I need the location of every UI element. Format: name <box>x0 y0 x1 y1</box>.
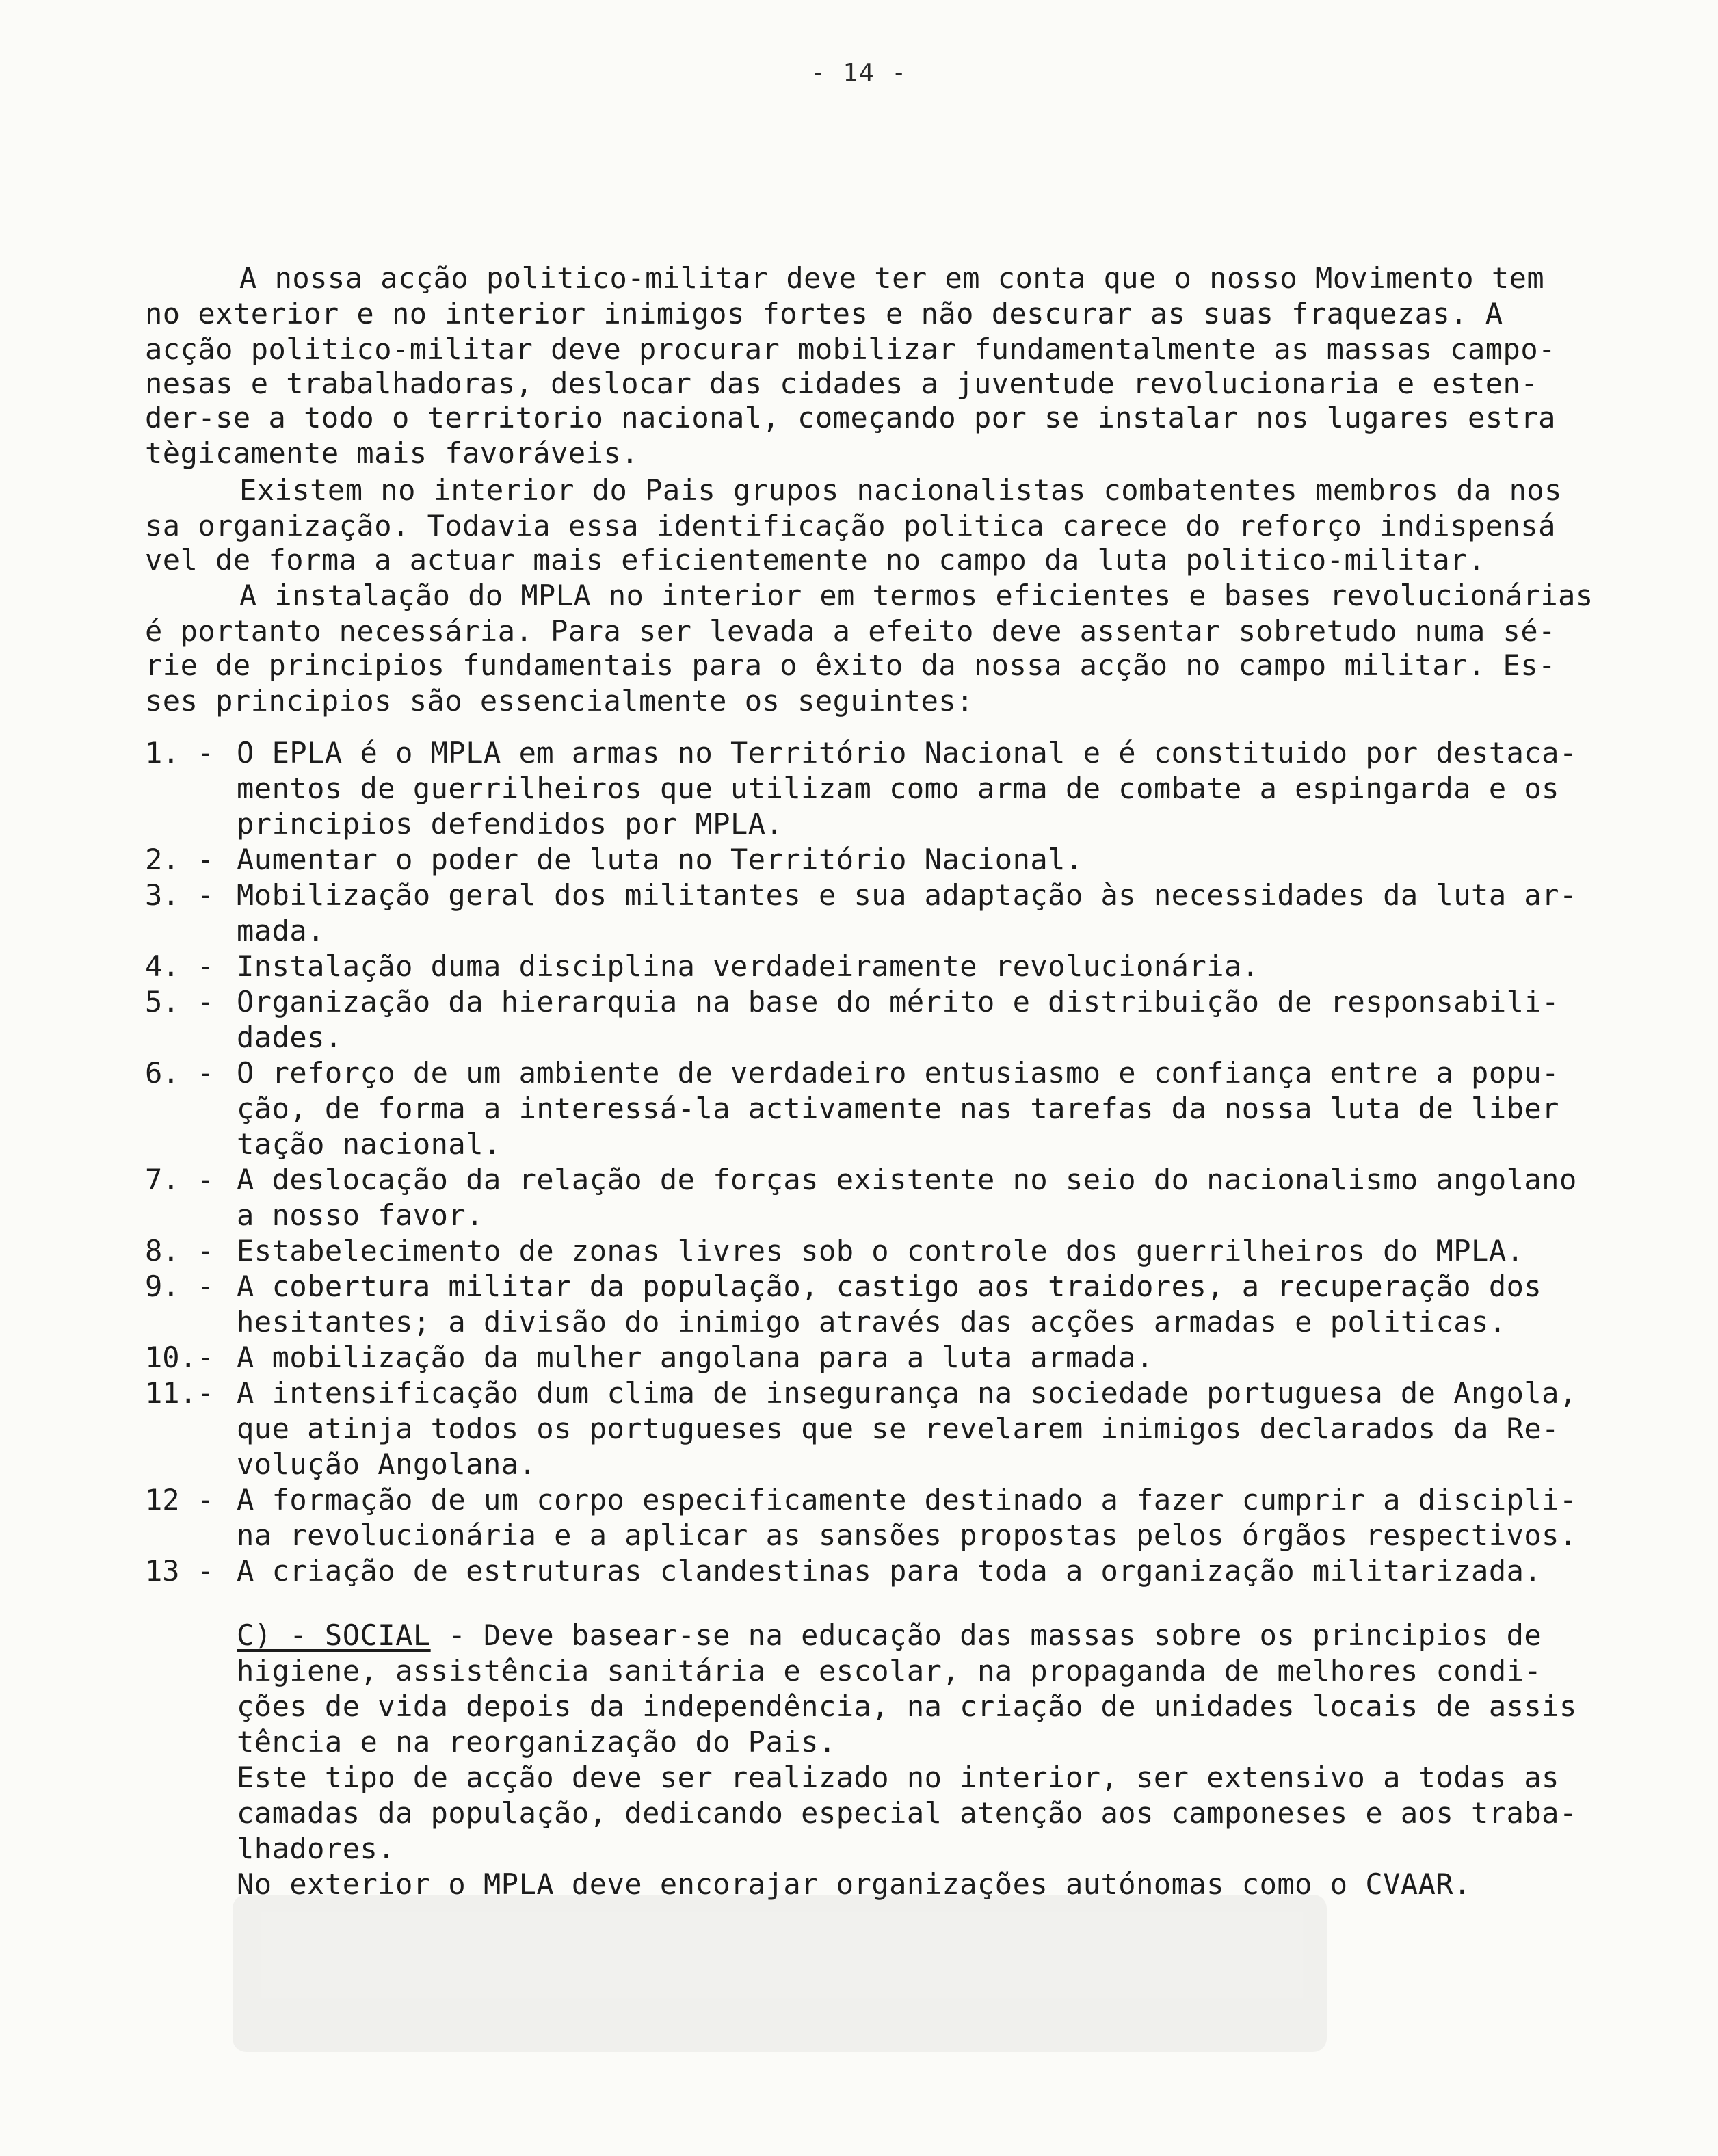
list-item-number: 1. - <box>145 736 215 770</box>
intro-line: tègicamente mais favoráveis. <box>145 436 639 470</box>
intro-line: A instalação do MPLA no interior em termos eficientes e bases revolucionárias <box>239 579 1594 612</box>
list-item-text: mentos de guerrilheiros que utilizam como arma de combate a espingarda e os <box>237 772 1559 805</box>
list-item-text: ção, de forma a interessá-la activamente nas tarefas da nossa luta de liber <box>237 1092 1559 1125</box>
list-item-text: Estabelecimento de zonas livres sob o controle dos guerrilheiros do MPLA. <box>237 1234 1524 1267</box>
list-item-text: principios defendidos por MPLA. <box>237 807 784 841</box>
intro-line: A nossa acção politico-militar deve ter em conta que o nosso Movimento tem <box>239 261 1545 295</box>
list-item-text: O EPLA é o MPLA em armas no Território Nacional e é constituido por destaca- <box>237 736 1577 770</box>
list-item-number: 3. - <box>145 878 215 912</box>
list-item-text: A mobilização da mulher angolana para a luta armada. <box>237 1341 1154 1374</box>
section-heading: C) - SOCIAL <box>237 1618 431 1652</box>
list-item-number: 11.- <box>145 1376 215 1410</box>
list-item-text: A formação de um corpo especificamente destinado a fazer cumprir a discipli- <box>237 1483 1577 1516</box>
list-item-number: 6. - <box>145 1056 215 1090</box>
list-item-text: dades. <box>237 1021 343 1054</box>
list-item-number: 13 - <box>145 1554 215 1588</box>
list-item-text: A intensificação dum clima de insegurança na sociedade portuguesa de Angola, <box>237 1376 1577 1410</box>
list-item-number: 7. - <box>145 1163 215 1196</box>
list-item-text: Instalação duma disciplina verdadeiramente revolucionária. <box>237 949 1260 983</box>
list-item-text: a nosso favor. <box>237 1198 484 1232</box>
intro-line: der-se a todo o territorio nacional, começando por se instalar nos lugares estra <box>145 401 1556 434</box>
list-item-number: 4. - <box>145 949 215 983</box>
social-line: Este tipo de acção deve ser realizado no interior, ser extensivo a todas as <box>237 1761 1559 1794</box>
section-heading-text: - Deve basear-se na educação das massas sobre os principios de <box>430 1618 1542 1652</box>
intro-line: no exterior e no interior inimigos fortes e não descurar as suas fraquezas. A <box>145 297 1503 330</box>
page-number: - 14 - <box>810 59 908 87</box>
intro-line: Existem no interior do Pais grupos nacionalistas combatentes membros da nos <box>239 473 1562 507</box>
list-item-text: na revolucionária e a aplicar as sansões propostas pelos órgãos respectivos. <box>237 1519 1577 1552</box>
list-item-text: mada. <box>237 914 325 947</box>
list-item-text: que atinja todos os portugueses que se revelarem inimigos declarados da Re- <box>237 1412 1559 1445</box>
list-item-number: 2. - <box>145 843 215 876</box>
list-item-number: 9. - <box>145 1270 215 1303</box>
intro-line: rie de principios fundamentais para o êxito da nossa acção no campo militar. Es- <box>145 648 1556 682</box>
list-item-text: Organização da hierarquia na base do mérito e distribuição de responsabili- <box>237 985 1559 1018</box>
list-item-text: O reforço de um ambiente de verdadeiro entusiasmo e confiança entre a popu- <box>237 1056 1559 1090</box>
social-line: ções de vida depois da independência, na criação de unidades locais de assis <box>237 1690 1577 1723</box>
social-line: No exterior o MPLA deve encorajar organizações autónomas como o CVAAR. <box>237 1867 1472 1901</box>
list-item-text: Aumentar o poder de luta no Território Nacional. <box>237 843 1083 876</box>
list-item-text: A criação de estruturas clandestinas para toda a organização militarizada. <box>237 1554 1542 1588</box>
list-item-number: 10.- <box>145 1341 215 1374</box>
social-line: camadas da população, dedicando especial atenção aos camponeses e aos traba- <box>237 1796 1577 1830</box>
intro-line: nesas e trabalhadoras, deslocar das cidades a juventude revolucionaria e esten- <box>145 367 1539 400</box>
list-item-number: 5. - <box>145 985 215 1018</box>
social-line: tência e na reorganização do Pais. <box>237 1725 836 1759</box>
list-item-number: 12 - <box>145 1483 215 1516</box>
intro-line: acção politico-militar deve procurar mobilizar fundamentalmente as massas campo- <box>145 332 1556 366</box>
list-item-number: 8. - <box>145 1234 215 1267</box>
list-item-text: Mobilização geral dos militantes e sua adaptação às necessidades da luta ar- <box>237 878 1577 912</box>
list-item-text: tação nacional. <box>237 1127 501 1161</box>
social-line: higiene, assistência sanitária e escolar, na propaganda de melhores condi- <box>237 1654 1542 1687</box>
scan-smudge <box>233 1895 1327 2052</box>
list-item-text: A deslocação da relação de forças existente no seio do nacionalismo angolano <box>237 1163 1577 1196</box>
intro-line: é portanto necessária. Para ser levada a efeito deve assentar sobretudo numa sé- <box>145 614 1556 648</box>
list-item-text: hesitantes; a divisão do inimigo através das acções armadas e politicas. <box>237 1305 1507 1339</box>
list-item-text: volução Angolana. <box>237 1447 537 1481</box>
intro-line: sa organização. Todavia essa identificação politica carece do reforço indispensá <box>145 509 1556 542</box>
social-line: lhadores. <box>237 1832 396 1865</box>
intro-line: ses principios são essencialmente os seguintes: <box>145 684 974 718</box>
intro-line: vel de forma a actuar mais eficientemente no campo da luta politico-militar. <box>145 543 1485 577</box>
list-item-text: A cobertura militar da população, castigo aos traidores, a recuperação dos <box>237 1270 1542 1303</box>
